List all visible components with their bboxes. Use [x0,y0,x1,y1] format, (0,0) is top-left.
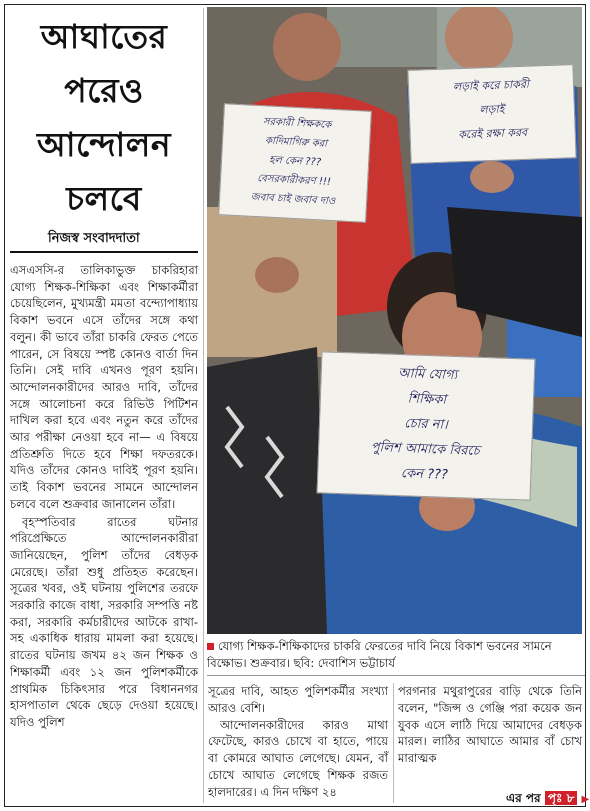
continued-label: এর পর [506,791,541,805]
caption-square-icon [207,643,214,650]
article-body-left [10,262,198,731]
column-divider [393,683,394,803]
continued-marker [506,790,589,810]
column-divider [203,8,204,803]
placard-3: আমি যোগ্য শিক্ষিকা চোর না। পুলিশ আমাকে বিরচে কেন ??? [317,351,536,500]
headline [10,10,198,226]
article-body-col3 [398,683,582,767]
headline-line-4: চলবে [66,179,142,218]
paragraph: সূত্রের দাবি, আহত পুলিশকর্মীর সংখ্যা আরও বেশি। [208,684,388,715]
paragraph: আন্দোলনকারীদের কারও মাথা ফেটেছে, কারও চোখে বা হাতে, পায়ে বা কোমরে আঘাত লেগেছে। যেমন, বাঁ চোখে আঘাত লেগেছে শিক্ষক রজত হালদারের। এ দিন দক্ষিণ ২৪ [208,717,388,799]
headline-line-1: আঘাতের [40,17,168,56]
headline-line-2: পরেও [64,71,144,110]
photo-caption [207,638,585,672]
headline-line-3: আন্দোলন [36,125,172,164]
byline: নিজস্ব সংবাদদাতা [48,231,140,246]
article-body-col2 [208,683,388,801]
caption-text: যোগ্য শিক্ষক-শিক্ষিকাদের চাকরি ফেরতের দাবি নিয়ে বিকাশ ভবনের সামনে বিক্ষোভ। শুক্রবার। [207,639,552,670]
continued-page: পৃঃ ৮ [545,791,578,805]
triangle-right-icon: ▶ [581,794,590,805]
caption-credit: ছবি: দেবাশিস ভট্টাচার্য [293,656,395,670]
placard-2: লড়াই করে চাকরী লড়াই করেই রক্ষা করব [407,64,576,164]
paragraph: বৃহস্পতিবার রাতের ঘটনার পরিপ্রেক্ষিতে আন্দোলনকারীরা জানিয়েছেন, পুলিশ তাঁদের বেধড়ক মেরেছে। তাঁরা শুধু প্রতিহত করেছেন। সূত্রের খবর, ওই ঘটনায় পুলিশের তরফে সরকারি কাজে বাধা, সরকারি সম্পত্তি নষ্ট করা, সরকারি কর্মচারীদের আটকে রাখা-সহ একাধিক ধারায় মামলা করা হয়েছে। রাতের ঘটনায় জখম ৪২ জন শিক্ষক ও শিক্ষাকর্মী এবং ১২ জন পুলিশকর্মীকে প্রাথমিক চিকিৎসার পরে বিধাননগর হাসপাতাল থেকে ছেড়ে দেওয়া হয়েছে। যদিও পুলিশ [10,514,198,729]
paragraph: এসএসসি-র তালিকাভুক্ত চাকরিহারা যোগ্য শিক্ষক-শিক্ষিকা এবং শিক্ষাকর্মীরা চেয়েছিলেন, মুখ্যমন্ত্রী মমতা বন্দ্যোপাধ্যায় বিকাশ ভবনে এসে তাঁদের সঙ্গে কথা বলুন। কী ভাবে তাঁরা চাকরি ফেরত পেতে পারেন, সে বিষয়ে স্পষ্ট কোনও বার্তা দিন তিনি। সেই দাবি এখনও পূরণ হয়নি। আন্দোলনকারীদের আরও দাবি, তাঁদের সঙ্গে আলোচনা করে রিভিউ পিটিশন দাখিল করা হবে এবং নতুন করে তাঁদের আর পরীক্ষা নেওয়া হবে না— এ বিষয়ে প্রতিশ্রুতি দিতে হবে শিক্ষা দফতরকে। যদিও তাঁদের কোনও দাবিই পূরণ হয়নি। তাই বিকাশ ভবনের সামনে আন্দোলন চলবে বলে শুক্রবার জানালেন তাঁরা। [10,263,198,511]
caption-rule [207,675,585,676]
paragraph: পরগনার মথুরাপুরের বাড়ি থেকে তিনি বলেন, "জিন্স ও গেঞ্জি পরা কয়েক জন যুবক এসে লাঠি দিয়ে আমাদের বেধড়ক মারল। লাঠির আঘাতে আমার বাঁ চোখ মারাত্মক [398,684,582,766]
news-photo [207,7,582,634]
placard-1: সরকারী শিক্ষককে কাদিমাগিরু করা হল কেন ??? বেসরকারীকরণ !!! জবাব চাই জবাব দাও [218,103,372,223]
byline-rule [10,251,198,253]
